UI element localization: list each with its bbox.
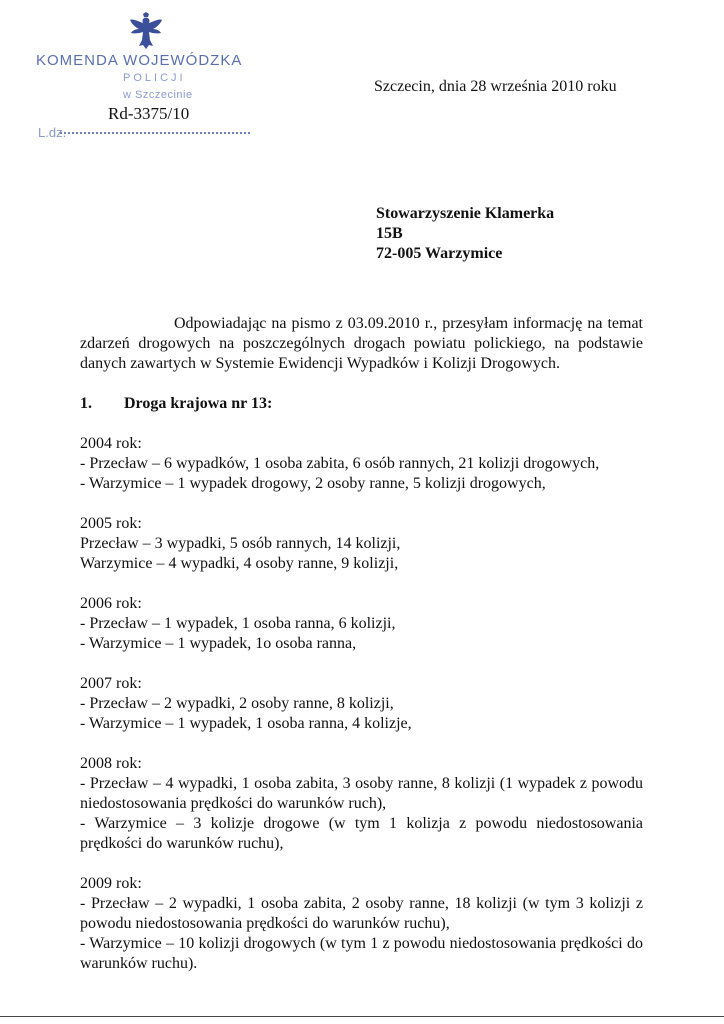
- year-label: 2005 rok:: [80, 515, 142, 532]
- year-line: - Przecław – 2 wypadki, 2 osoby ranne, 8 kolizji,: [80, 695, 394, 712]
- recipient-city: 72-005 Warzymice: [376, 245, 503, 262]
- recipient-name: Stowarzyszenie Klamerka: [376, 205, 555, 222]
- section-number: 1.: [80, 395, 92, 412]
- year-block-2008: [80, 754, 643, 854]
- year-line: Warzymice – 4 wypadki, 4 osoby ranne, 9 kolizji,: [80, 555, 399, 572]
- year-block-2007: [80, 674, 643, 734]
- year-line: - Przecław – 1 wypadek, 1 osoba ranna, 6 kolizji,: [80, 615, 396, 632]
- year-line: - Warzymice – 3 kolizje drogowe (w tym 1 kolizja z powodu niedostosowania prędkości do warunków ruchu),: [80, 815, 643, 852]
- year-line: - Warzymice – 1 wypadek, 1o osoba ranna,: [80, 635, 357, 652]
- year-line: Przecław – 3 wypadki, 5 osób rannych, 14 kolizji,: [80, 535, 401, 552]
- recipient-street: 15B: [376, 225, 403, 242]
- year-label: 2008 rok:: [80, 755, 142, 772]
- year-line: - Warzymice – 1 wypadek, 1 osoba ranna, 4 kolizje,: [80, 715, 412, 732]
- year-block-2004: [80, 434, 643, 494]
- year-line: - Przecław – 4 wypadki, 1 osoba zabita, 3 osoby ranne, 8 kolizji (1 wypadek z powodu niedostosowania prędkości do warunków ruch),: [80, 775, 643, 812]
- recipient-address: [376, 204, 554, 264]
- stamp-line-1: KOMENDA WOJEWÓDZKA: [36, 52, 243, 69]
- year-line: - Warzymice – 1 wypadek drogowy, 2 osoby ranne, 5 kolizji drogowych,: [80, 475, 546, 492]
- year-block-2009: [80, 874, 643, 974]
- intro-paragraph: Odpowiadając na pismo z 03.09.2010 r., przesyłam informację na temat zdarzeń drogowych na poszczególnych drogach powiatu polickiego, na podstawie danych zawartych w Systemie Ewidencji Wypadków i Kolizji Drogowych.: [80, 315, 643, 372]
- year-line: - Przecław – 6 wypadków, 1 osoba zabita, 6 osób rannych, 21 kolizji drogowych,: [80, 455, 600, 472]
- page-bottom-rule: [0, 1016, 724, 1017]
- year-block-2006: [80, 594, 643, 654]
- section-heading: [80, 394, 643, 414]
- police-stamp: [28, 12, 243, 140]
- ldz-label: L.dz.: [38, 125, 67, 140]
- year-line: - Przecław – 2 wypadki, 1 osoba zabita, 2 osoby ranne, 18 kolizji (w tym 3 kolizji z powodu niedostosowania prędkości do warunków ruchu),: [80, 895, 643, 932]
- letter-date: Szczecin, dnia 28 września 2010 roku: [374, 78, 617, 95]
- year-label: 2007 rok:: [80, 675, 142, 692]
- year-label: 2009 rok:: [80, 875, 142, 892]
- year-block-2005: [80, 514, 643, 574]
- eagle-emblem-icon: [129, 12, 163, 50]
- section-title: Droga krajowa nr 13:: [124, 395, 273, 412]
- year-label: 2006 rok:: [80, 595, 142, 612]
- ldz-dotted-line: [60, 132, 250, 134]
- stamp-line-3: w Szczecinie: [123, 89, 193, 101]
- letter-body: [80, 314, 643, 994]
- reference-number: Rd-3375/10: [108, 104, 190, 123]
- year-label: 2004 rok:: [80, 435, 142, 452]
- stamp-line-2: POLICJI: [123, 72, 186, 84]
- year-line: - Warzymice – 10 kolizji drogowych (w tym 1 z powodu niedostosowania prędkości do warunków ruchu).: [80, 935, 643, 972]
